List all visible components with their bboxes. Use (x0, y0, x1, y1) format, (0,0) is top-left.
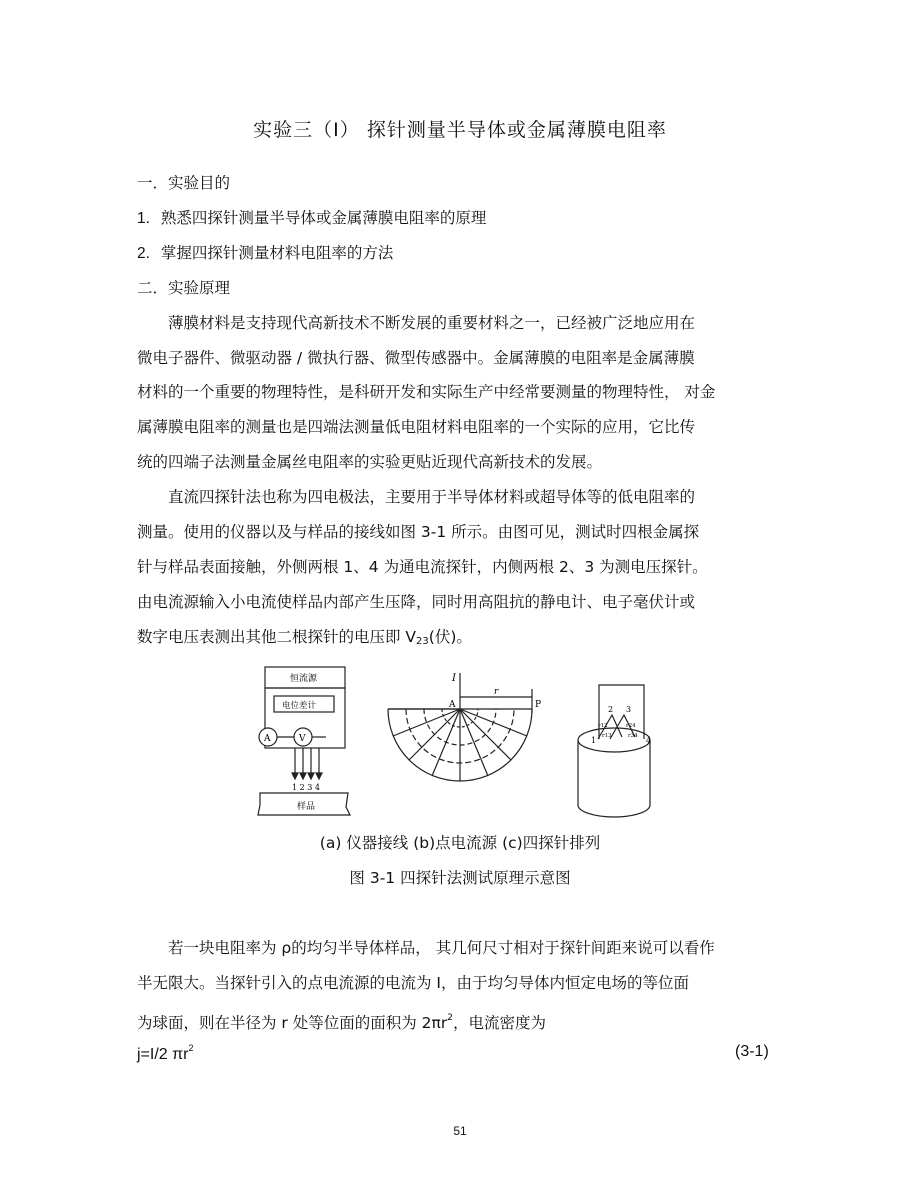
paragraph-text-tail: (伏)。 (428, 628, 472, 646)
radius-label: r (494, 687, 499, 697)
sample-bottom (578, 805, 650, 817)
paragraph-line: 针与样品表面接触，外侧两根 1、4 为通电流探针，内侧两根 2、3 为测电压探针。 (137, 558, 708, 576)
distance-label: r12 (598, 723, 608, 729)
paragraph-line: 薄膜材料是支持现代高新技术不断发展的重要材料之一，已经被广泛地应用在 (168, 314, 696, 332)
equation-lhs: j=I/2 πr (137, 1046, 189, 1063)
paragraph-line: 属薄膜电阻率的测量也是四端法测量低电阻材料电阻率的一个实际的应用，它比传 (137, 418, 696, 436)
equation-3-1 (137, 1043, 194, 1064)
objective-item-2 (137, 243, 393, 264)
probe-label-1: 1 (591, 736, 597, 745)
objective-text: 熟悉四探针测量半导体或金属薄膜电阻率的原理 (160, 209, 487, 227)
paragraph-line: 材料的一个重要的物理特性，是科研开发和实际生产中经常要测量的物理特性， 对金 (137, 383, 716, 401)
panel-c-probe-arrangement (578, 685, 650, 817)
potentiometer-label: 电位差计 (282, 701, 317, 711)
distance-label: r24 (626, 723, 636, 729)
paragraph-line: 统的四端子法测量金属丝电阻率的实验更贴近现代高新技术的发展。 (137, 453, 603, 471)
paragraph-line-voltage (137, 627, 472, 652)
page-number: 51 (453, 1124, 467, 1138)
objective-number: 2. (137, 245, 150, 262)
paragraph-text-tail: ，电流密度为 (452, 1014, 546, 1032)
objective-item-1 (137, 208, 486, 229)
probe-label-4: 4 (646, 736, 652, 745)
paragraph-line-area (137, 1008, 546, 1033)
current-label: I (452, 673, 456, 684)
distance-label: r34 (628, 733, 638, 739)
paragraph-line: 若一块电阻率为 ρ的均匀半导体样品， 其几何尺寸相对于探针间距来说可以看作 (168, 939, 715, 957)
equation-label: (3-1) (735, 1043, 769, 1060)
objective-number: 1. (137, 210, 150, 227)
voltage-subscript: 23 (416, 636, 429, 647)
panel-b-point-source-diagram (388, 673, 532, 781)
sample-label: 样品 (297, 802, 316, 812)
section-heading-objective: 一．实验目的 (137, 174, 231, 192)
figure-subcaption: (a) 仪器接线 (b)点电流源 (c)四探针排列 (319, 834, 601, 852)
area-exponent: 2 (447, 1013, 453, 1023)
objective-text: 掌握四探针测量材料电阻率的方法 (160, 244, 394, 262)
figure-caption: 图 3-1 四探针法测试原理示意图 (349, 869, 571, 887)
paragraph-line: 微电子器件、微驱动器 / 微执行器、微型传感器中。金属薄膜的电阻率是金属薄膜 (137, 349, 695, 367)
probe-label-3: 3 (626, 705, 632, 714)
point-a-label: A (449, 700, 456, 710)
figure-3-1 (248, 665, 668, 820)
equation-exponent: 2 (188, 1043, 194, 1053)
section-heading-principle: 二．实验原理 (137, 279, 231, 297)
point-p-label: P (535, 700, 542, 710)
distance-label: r13 (602, 733, 612, 739)
probe-label-2: 2 (608, 705, 614, 714)
current-source-label: 恒流源 (290, 674, 318, 684)
paragraph-line: 由电流源输入小电流使样品内部产生压降，同时用高阻抗的静电计、电子毫伏计或 (137, 593, 696, 611)
paragraph-line: 测量。使用的仪器以及与样品的接线如图 3-1 所示。由图可见，测试时四根金属探 (137, 523, 700, 541)
page-title: 实验三（Ⅰ） 探针测量半导体或金属薄膜电阻率 (253, 119, 667, 141)
paragraph-line: 直流四探针法也称为四电极法，主要用于半导体材料或超导体等的低电阻率的 (168, 488, 696, 506)
ammeter-label: A (264, 734, 271, 744)
paragraph-line: 半无限大。当探针引入的点电流源的电流为 I，由于均匀导体内恒定电场的等位面 (137, 974, 690, 992)
paragraph-text: 为球面，则在半径为 r 处等位面的面积为 2πr (137, 1014, 448, 1032)
paragraph-text: 数字电压表测出其他二根探针的电压即 V (137, 628, 417, 646)
pin-numbers: 1 2 3 4 (292, 783, 320, 792)
voltmeter-label: V (299, 734, 306, 744)
